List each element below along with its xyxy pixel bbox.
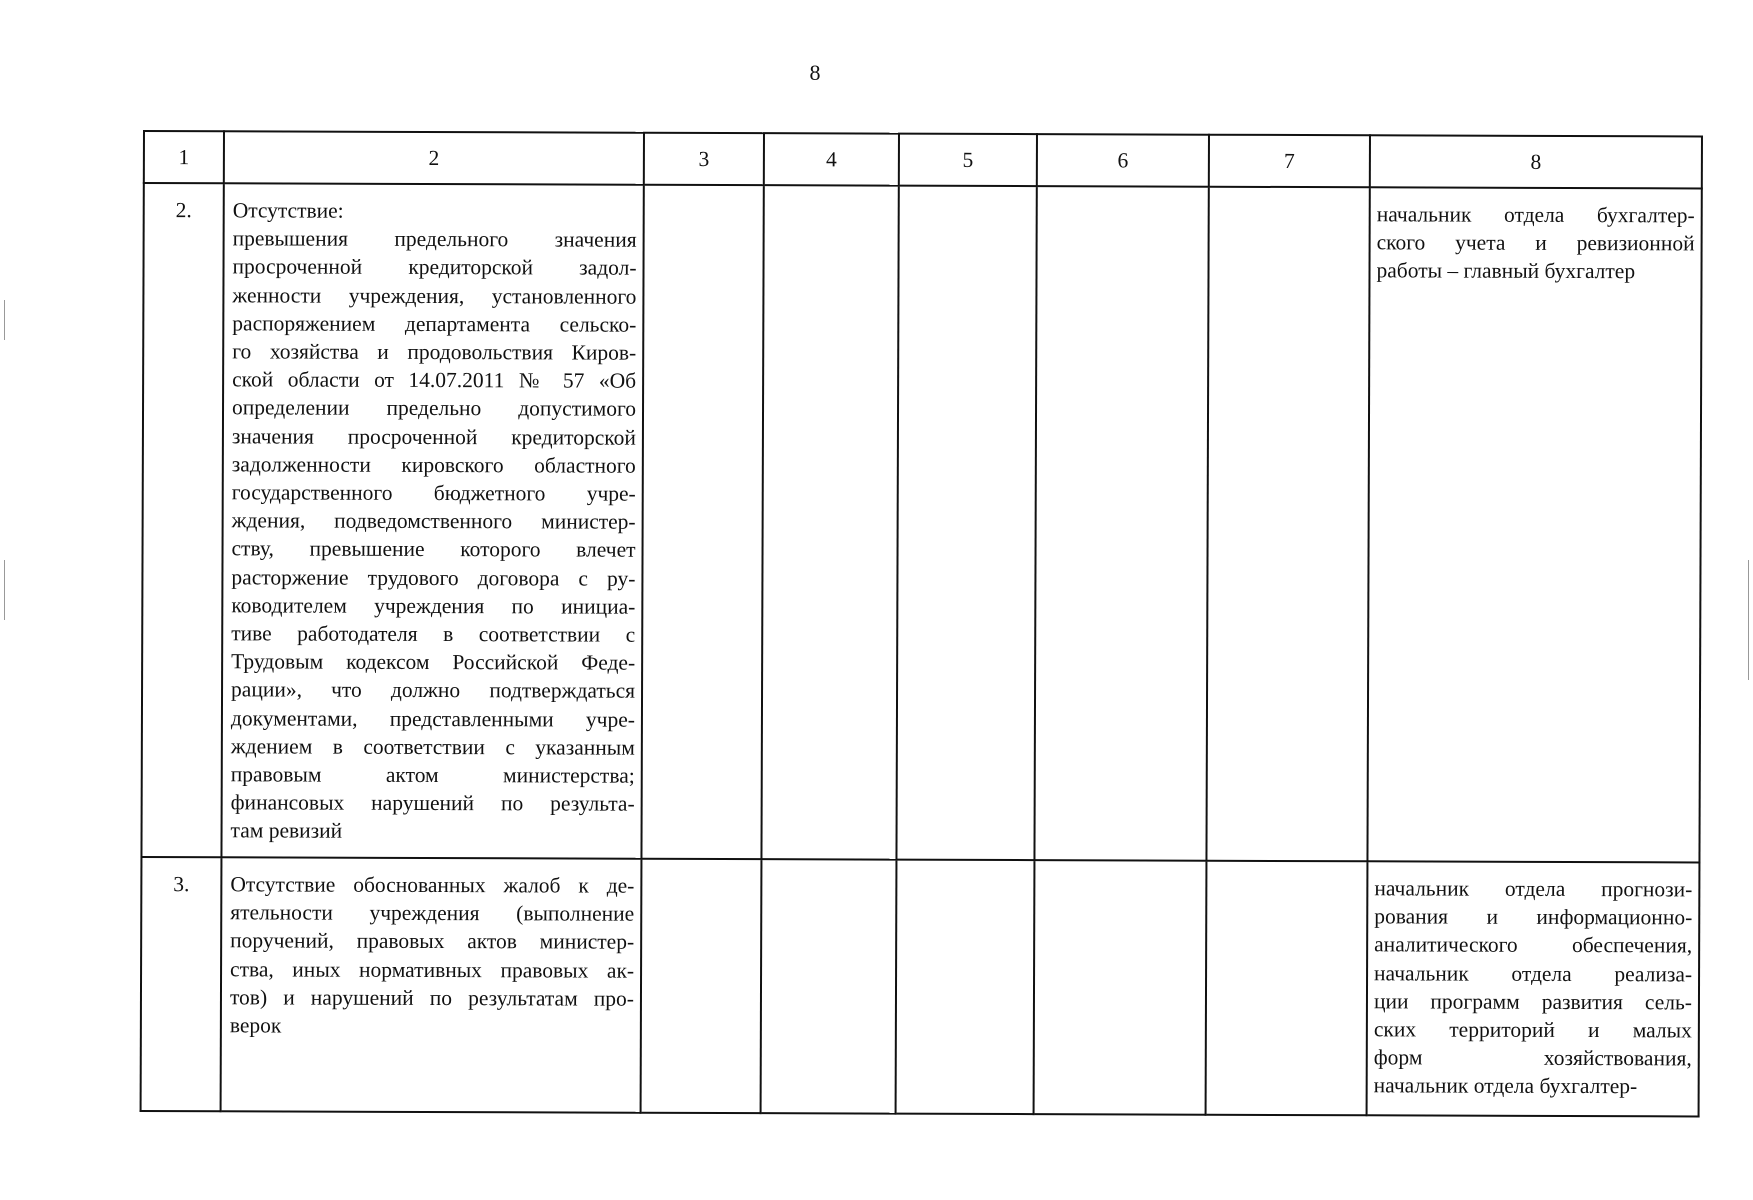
text-line: ских территорий и малых xyxy=(1373,1017,1692,1043)
text-line: поручений, правовых актов министер- xyxy=(230,928,635,955)
criterion-text xyxy=(221,183,643,858)
text-line: ции программ развития сель- xyxy=(1373,989,1693,1015)
empty-cell xyxy=(641,859,762,1113)
header-col-8: 8 xyxy=(1370,135,1702,188)
table-row xyxy=(141,857,1700,1116)
text-line: там ревизий xyxy=(230,818,343,844)
text-line: превышения предельного значения xyxy=(232,226,637,252)
text-line: рации», что должно подтверждаться xyxy=(231,677,636,704)
text-line: правовым актом министерства; xyxy=(230,762,635,788)
table-row xyxy=(141,183,1701,862)
empty-cell xyxy=(761,859,897,1113)
empty-cell xyxy=(761,185,898,859)
header-col-3: 3 xyxy=(644,133,764,185)
text-line: Трудовым кодексом Российской Феде- xyxy=(231,649,636,675)
text-line: начальник отдела прогнози- xyxy=(1374,876,1693,902)
text-line: просроченной кредиторской задол- xyxy=(232,254,637,281)
text-line: задолженности кировского областного xyxy=(231,452,636,478)
text-line: начальник отдела бухгалтер- xyxy=(1376,202,1695,228)
scan-edge-mark xyxy=(1748,560,1749,680)
criteria-table xyxy=(140,130,1703,1117)
empty-cell xyxy=(1206,861,1368,1116)
text-line: документами, представленными учре- xyxy=(230,705,635,732)
row-number: 3. xyxy=(141,857,222,1111)
table-header-row xyxy=(144,131,1702,188)
text-line: женности учреждения, установленного xyxy=(232,282,637,309)
header-col-2: 2 xyxy=(224,131,644,184)
text-line: Отсутствие: xyxy=(232,198,344,223)
header-col-6: 6 xyxy=(1037,134,1209,187)
text-line: начальник отдела реализа- xyxy=(1374,960,1693,987)
responsible-text xyxy=(1367,861,1700,1116)
text-line: ства, иных нормативных правовых ак- xyxy=(230,956,635,983)
text-line: рования и информационно- xyxy=(1374,904,1693,930)
text-line: значения просроченной кредиторской xyxy=(231,423,636,450)
header-col-4: 4 xyxy=(764,133,899,185)
text-line: ству, превышение которого влечет xyxy=(231,536,636,563)
text-line: ского учета и ревизионной xyxy=(1376,230,1695,256)
empty-cell xyxy=(641,185,763,859)
text-line: финансовых нарушений по результа- xyxy=(230,790,635,816)
text-line: ской области от 14.07.2011 № 57 «Об xyxy=(232,367,637,393)
text-line: ждения, подведомственного министер- xyxy=(231,508,636,534)
text-line: начальник отдела бухгалтер- xyxy=(1373,1073,1638,1099)
text-line: определении предельно допустимого xyxy=(231,395,637,422)
page-number: 8 xyxy=(809,60,821,85)
header-col-7: 7 xyxy=(1209,135,1370,188)
text-line: ководителем учреждения по инициа- xyxy=(231,593,636,619)
text-line: аналитического обеспечения, xyxy=(1374,932,1693,958)
scan-edge-mark xyxy=(4,300,5,340)
text-line: распоряжением департамента сельско- xyxy=(232,311,637,337)
responsible-text xyxy=(1367,187,1701,862)
empty-cell xyxy=(1034,186,1208,861)
text-line: ятельности учреждения (выполнение xyxy=(230,900,635,926)
text-line: расторжение трудового договора с ру- xyxy=(231,564,636,591)
scan-edge-mark xyxy=(4,560,5,620)
header-col-5: 5 xyxy=(899,134,1037,186)
row-number: 2. xyxy=(141,183,223,857)
text-line: форм хозяйствования, xyxy=(1373,1045,1692,1071)
criterion-text xyxy=(221,857,642,1112)
text-line: работы – главный бухгалтер xyxy=(1376,258,1636,284)
empty-cell xyxy=(896,186,1036,860)
text-line: тиве работодателя в соответствии с xyxy=(231,621,636,647)
text-line: тов) и нарушений по результатам про- xyxy=(229,985,635,1011)
empty-cell xyxy=(1034,860,1207,1115)
text-line: го хозяйства и продовольствия Киров- xyxy=(232,339,637,365)
header-col-1: 1 xyxy=(144,131,224,183)
text-line: верок xyxy=(229,1013,282,1038)
text-line: государственного бюджетного учре- xyxy=(231,480,636,506)
empty-cell xyxy=(896,860,1035,1114)
text-line: Отсутствие обоснованных жалоб к де- xyxy=(230,872,635,898)
text-line: ждением в соответствии с указанным xyxy=(230,734,635,760)
empty-cell xyxy=(1206,187,1369,862)
